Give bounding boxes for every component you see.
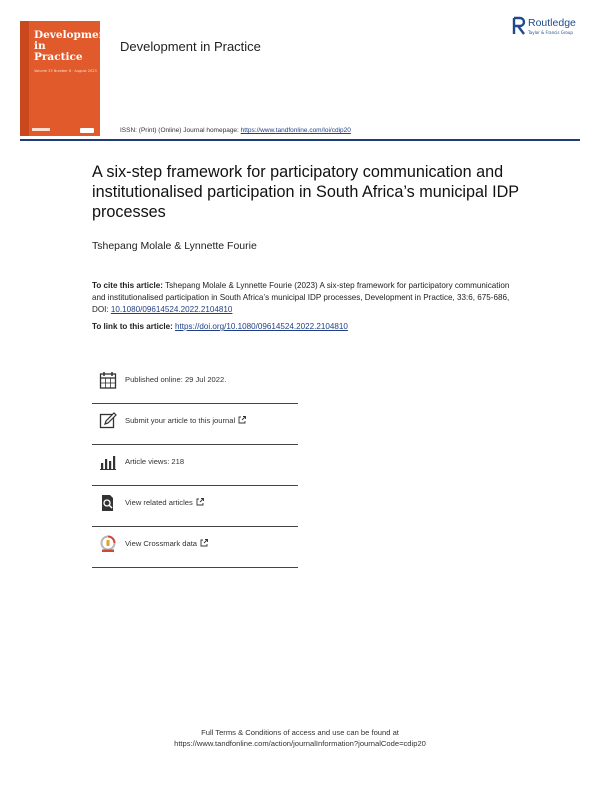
link-label: To link to this article: — [92, 322, 176, 331]
bar-chart-icon — [99, 453, 117, 471]
journal-homepage-link[interactable]: https://www.tandfonline.com/loi/cdip20 — [240, 127, 351, 134]
submit-article-link[interactable] — [125, 416, 246, 425]
doi-link[interactable]: 10.1080/09614524.2022.2104810 — [110, 305, 233, 314]
article-authors: Tshepang Molale & Lynnette Fourie — [92, 240, 257, 252]
article-link-line — [92, 322, 348, 331]
routledge-r-icon — [512, 17, 526, 35]
cover-publisher-logo — [32, 128, 50, 131]
cover-stripe — [20, 21, 29, 136]
external-link-icon — [196, 498, 204, 506]
crossmark-label: View Crossmark data — [125, 539, 198, 548]
cite-text: Tshepang Molale & Lynnette Fourie (2023) A six-step framework for participatory communication and institutionalised participation in South Africa’s municipal IDP processes, Development in Practice, 33:6, 675-686, DOI: — [92, 281, 510, 314]
journal-name: Development in Practice — [120, 39, 261, 54]
header-divider — [20, 139, 580, 141]
related-articles-link[interactable] — [125, 498, 204, 507]
submit-icon — [99, 412, 117, 430]
crossmark-icon — [99, 535, 117, 553]
crossmark-link[interactable] — [125, 539, 208, 548]
journal-cover-image[interactable] — [20, 21, 112, 136]
article-views-label: Article views: 218 — [125, 457, 185, 466]
cite-label: To cite this article: — [92, 281, 163, 290]
cover-badge — [80, 128, 94, 133]
submit-article-label: Submit your article to this journal — [125, 416, 236, 425]
related-articles-icon — [99, 494, 117, 512]
footer-terms-link[interactable]: https://www.tandfonline.com/action/journalInformation?journalCode=cdip20 — [174, 739, 426, 748]
cover-subtitle: Volume 33 Number 6 · August 2023 — [34, 69, 97, 73]
article-views-item — [92, 445, 298, 486]
related-articles-item[interactable] — [92, 486, 298, 527]
external-link-icon — [200, 539, 208, 547]
issn-line — [120, 127, 351, 134]
cover-title: Development in Practice — [34, 29, 112, 63]
issn-prefix: ISSN: (Print) (Online) Journal homepage: — [120, 127, 241, 134]
calendar-icon — [99, 371, 117, 389]
related-articles-label: View related articles — [125, 498, 193, 507]
submit-article-item[interactable] — [92, 404, 298, 445]
publisher-name: Routledge — [528, 17, 576, 29]
publisher-logo[interactable] — [512, 17, 592, 41]
article-doi-url[interactable]: https://doi.org/10.1080/09614524.2022.2104810 — [175, 322, 348, 331]
external-link-icon — [238, 416, 246, 424]
citation-block — [92, 280, 512, 316]
terms-footer — [0, 727, 600, 749]
article-actions — [92, 363, 298, 568]
article-title: A six-step framework for participatory communication and institutionalised participation in South Africa’s municipal IDP processes — [92, 163, 519, 221]
published-online-label: Published online: 29 Jul 2022. — [125, 375, 227, 384]
footer-terms-text: Full Terms & Conditions of access and use can be found at — [201, 728, 399, 737]
crossmark-item[interactable] — [92, 527, 298, 568]
publisher-tagline: Taylor & Francis Group — [528, 30, 573, 35]
published-online-item — [92, 363, 298, 404]
